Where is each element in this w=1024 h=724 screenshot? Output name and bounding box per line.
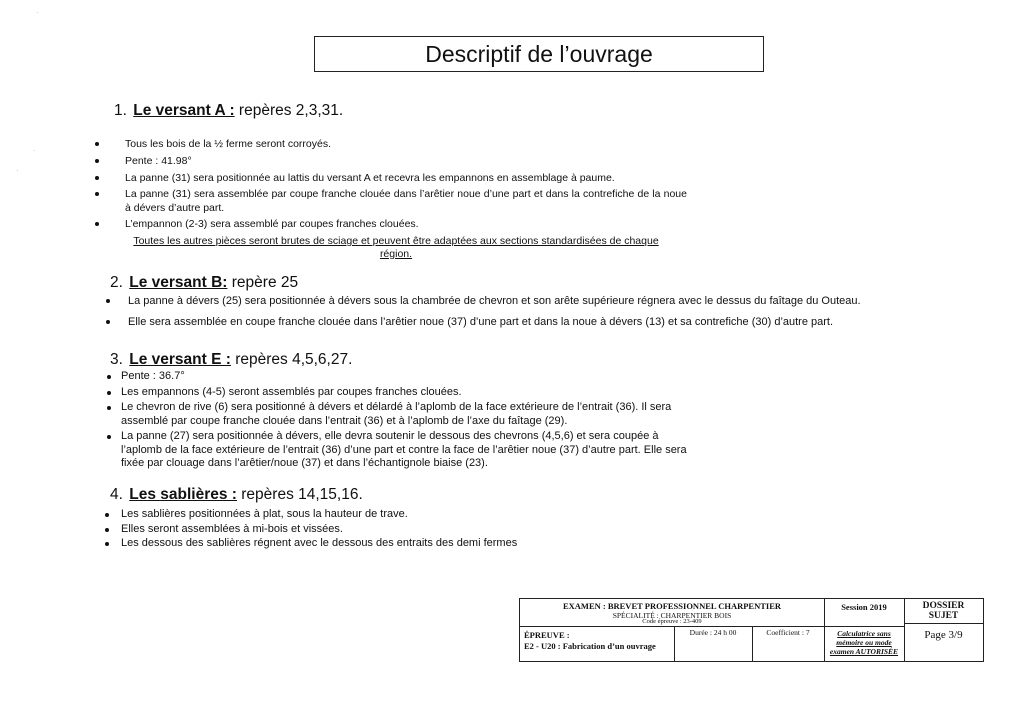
bullet-icon — [95, 222, 99, 226]
list-item: Pente : 41.98° — [125, 154, 687, 168]
bullet-icon — [95, 142, 99, 146]
section-heading: Le versant A : — [133, 102, 235, 119]
section-4-bullets — [121, 508, 721, 551]
section-4-title — [110, 486, 363, 504]
dossier-label: DOSSIER — [922, 601, 965, 611]
section-3-bullets — [121, 370, 689, 471]
scan-mark: · — [16, 166, 19, 175]
list-item: Elle sera assemblée en coupe franche clouée dans l’arêtier noue (37) d’une part et dans la noue à dévers (13) et sa contrefiche (30) d’autre part. — [128, 315, 896, 329]
exam-title: EXAMEN : BREVET PROFESSIONNEL CHARPENTIER — [562, 601, 782, 611]
section-2-title — [110, 274, 298, 292]
bullet-icon — [106, 320, 110, 324]
bullet-icon — [95, 192, 99, 196]
bullet-icon — [107, 406, 111, 410]
section-heading: Le versant E : — [129, 351, 231, 368]
scan-mark: · — [36, 8, 39, 17]
page-title: Descriptif de l’ouvrage — [314, 36, 764, 72]
page-number: Page 3/9 — [924, 629, 963, 641]
list-item: Les empannons (4-5) seront assemblés par coupes franches clouées. — [121, 386, 689, 400]
list-item: Le chevron de rive (6) sera positionné à dévers et délardé à l’aplomb de la face extérieure de l’entrait (36). Il sera assemblé par coupe franche clouée dans l’entrait (36) et à l’aplomb de l’axe du faîtage (29). — [121, 401, 689, 428]
section-refs: repères 4,5,6,27. — [235, 351, 353, 368]
section-number: 4. — [110, 486, 123, 503]
exam-coefficient: Coefficient : 7 — [766, 628, 810, 637]
bullet-icon — [105, 542, 109, 546]
list-item: Pente : 36.7° — [121, 370, 689, 384]
list-item: Les dessous des sablières régnent avec le dessous des entraits des demi fermes — [121, 537, 721, 551]
bullet-icon — [107, 435, 111, 439]
bullet-icon — [106, 299, 110, 303]
list-item: La panne (27) sera positionnée à dévers, elle devra soutenir le dessous des chevrons (4,5,6) et sera coupée à l’aplomb de la face extérieure de l’entrait (36) d’une part et contre la face de l’arêtier noue (37) d’autre part. Elle sera fixée par clouage dans l’arêtier/noue (37) et dans l’échantignole biaise (23). — [121, 430, 689, 471]
exam-code: Code épreuve : 23-409 — [642, 618, 702, 625]
section-number: 2. — [110, 274, 123, 291]
scan-mark: · — [33, 146, 36, 155]
bullet-icon — [107, 391, 111, 395]
list-item: La panne (31) sera positionnée au lattis du versant A et recevra les empannons en assemblage à paume. — [125, 171, 687, 185]
exam-duree: Durée : 24 h 00 — [689, 628, 737, 637]
section-2-bullets — [128, 294, 896, 329]
calculatrice-line-1: Calculatrice sans — [837, 629, 891, 638]
section-1-note: Toutes les autres pièces seront brutes de sciage et peuvent être adaptées aux sections standardisées de chaque région. — [133, 235, 659, 260]
sujet-label: SUJET — [928, 611, 959, 621]
bullet-icon — [107, 375, 111, 379]
list-item: Elles seront assemblées à mi-bois et vissées. — [121, 523, 721, 537]
exam-specialite: SPÉCIALITÉ : CHARPENTIER BOIS — [612, 611, 732, 620]
section-1-title — [114, 102, 343, 120]
section-1-bullets — [125, 137, 687, 231]
bullet-icon — [95, 176, 99, 180]
section-heading: Le versant B: — [129, 274, 228, 291]
epreuve-name: E2 - U20 : Fabrication d’un ouvrage — [524, 641, 656, 651]
section-number: 3. — [110, 351, 123, 368]
section-refs: repère 25 — [231, 274, 299, 291]
section-heading: Les sablières : — [129, 486, 237, 503]
bullet-icon — [105, 528, 109, 532]
bullet-icon — [105, 513, 109, 517]
section-refs: repères 14,15,16. — [241, 486, 363, 503]
list-item: La panne à dévers (25) sera positionnée à dévers sous la chambrée de chevron et son arête supérieure régnera avec le dessus du faîtage du Outeau. — [128, 294, 896, 308]
calculatrice-line-2: mémoire ou mode — [836, 638, 892, 647]
bullet-icon — [95, 159, 99, 163]
section-refs: repères 2,3,31. — [238, 102, 344, 119]
exam-info-table — [519, 598, 984, 662]
list-item: Tous les bois de la ½ ferme seront corroyés. — [125, 137, 687, 151]
section-3-title — [110, 351, 352, 369]
epreuve-label: ÉPREUVE : — [524, 630, 570, 640]
list-item: La panne (31) sera assemblée par coupe franche clouée dans l’arêtier noue d’une part et dans la contrefiche de la noue à dévers d’autre part. — [125, 187, 687, 215]
calculatrice-line-3: examen AUTORISÉE — [829, 647, 899, 656]
list-item: Les sablières positionnées à plat, sous la hauteur de trave. — [121, 508, 721, 522]
section-number: 1. — [114, 102, 127, 119]
list-item: L’empannon (2-3) sera assemblé par coupes franches clouées. — [125, 217, 687, 231]
exam-session: Session 2019 — [841, 602, 887, 612]
